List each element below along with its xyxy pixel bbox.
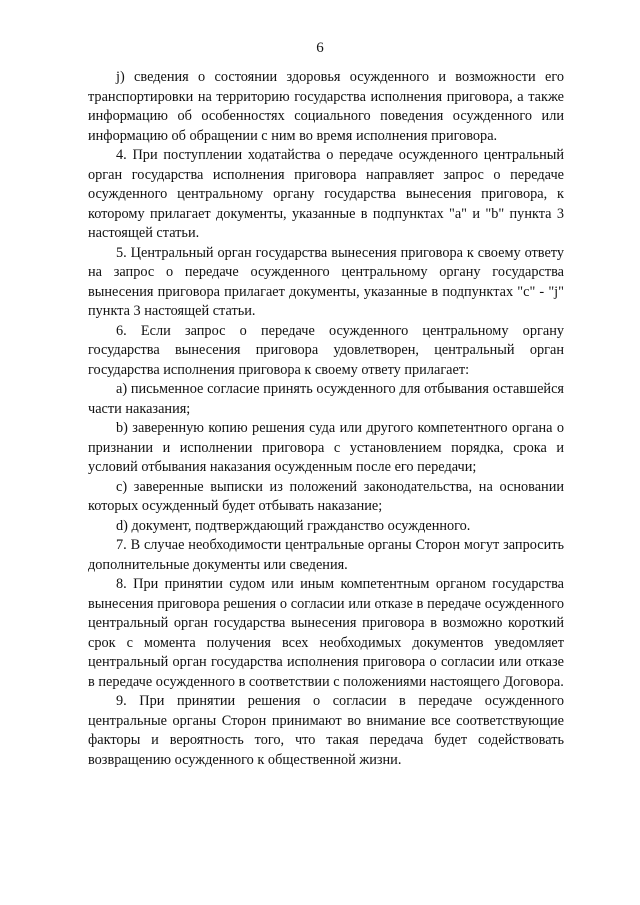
paragraph-6b-court-decision-copy: b) заверенную копию решения суда или другого компетентного органа о признании и исполнении приговора с установлением порядка, срока и условий отбывания наказания осужденным после его передачи; bbox=[88, 420, 564, 475]
paragraph-6a-written-consent: a) письменное согласие принять осужденного для отбывания оставшейся части наказания; bbox=[88, 381, 564, 417]
paragraph-6d-citizenship-document: d) документ, подтверждающий гражданство осужденного. bbox=[116, 517, 471, 534]
paragraph-8-decision-notification: 8. При принятии судом или иным компетентным органом государства вынесения приговора решения о согласии или отказе в передаче осужденного центральный орган государства вынесения приговора в возможно короткий срок с момента получения всех необходимых документов уведомляет центральный орган государства исполнения приговора о согласии или отказе в передаче осужденного в соответствии с положениями настоящего Договора. bbox=[88, 576, 564, 690]
paragraph-6c-legislation-extracts: c) заверенные выписки из положений законодательства, на основании которых осужденный будет отбывать наказание; bbox=[88, 478, 564, 514]
paragraph-6-request-approved: 6. Если запрос о передаче осужденного центральному органу государства вынесения приговора удовлетворен, центральный орган государства исполнения приговора к своему ответу прилагает: bbox=[88, 322, 564, 378]
paragraph-j-health-info: j) сведения о состоянии здоровья осужденного и возможности его транспортировки на территорию государства исполнения приговора, а также информацию об особенностях социального поведения осужденного или информацию об обращении с ним во время исполнения приговора. bbox=[88, 69, 564, 144]
page-number: 6 bbox=[316, 40, 324, 56]
paragraph-5-reply-documents: 5. Центральный орган государства вынесения приговора к своему ответу на запрос о передаче осужденного центральному органу государства вынесения приговора прилагает документы, указанные в подпунктах "c" - "j" пункта 3 настоящей статьи. bbox=[88, 244, 564, 319]
paragraph-7-additional-documents: 7. В случае необходимости центральные органы Сторон могут запросить дополнительные документы или сведения. bbox=[88, 537, 564, 573]
document-body bbox=[88, 68, 564, 770]
paragraph-4-transfer-request: 4. При поступлении ходатайства о передаче осужденного центральный орган государства исполнения приговора направляет запрос о передаче осужденного центральному органу государства вынесения приговора, к которому прилагает документы, указанные в подпунктах "a" и "b" пункта 3 настоящей статьи. bbox=[88, 147, 564, 241]
paragraph-9-decision-factors: 9. При принятии решения о согласии в передаче осужденного центральные органы Сторон принимают во внимание все соответствующие факторы и вероятность того, что такая передача будет содействовать возвращению осужденного к общественной жизни. bbox=[88, 693, 564, 768]
